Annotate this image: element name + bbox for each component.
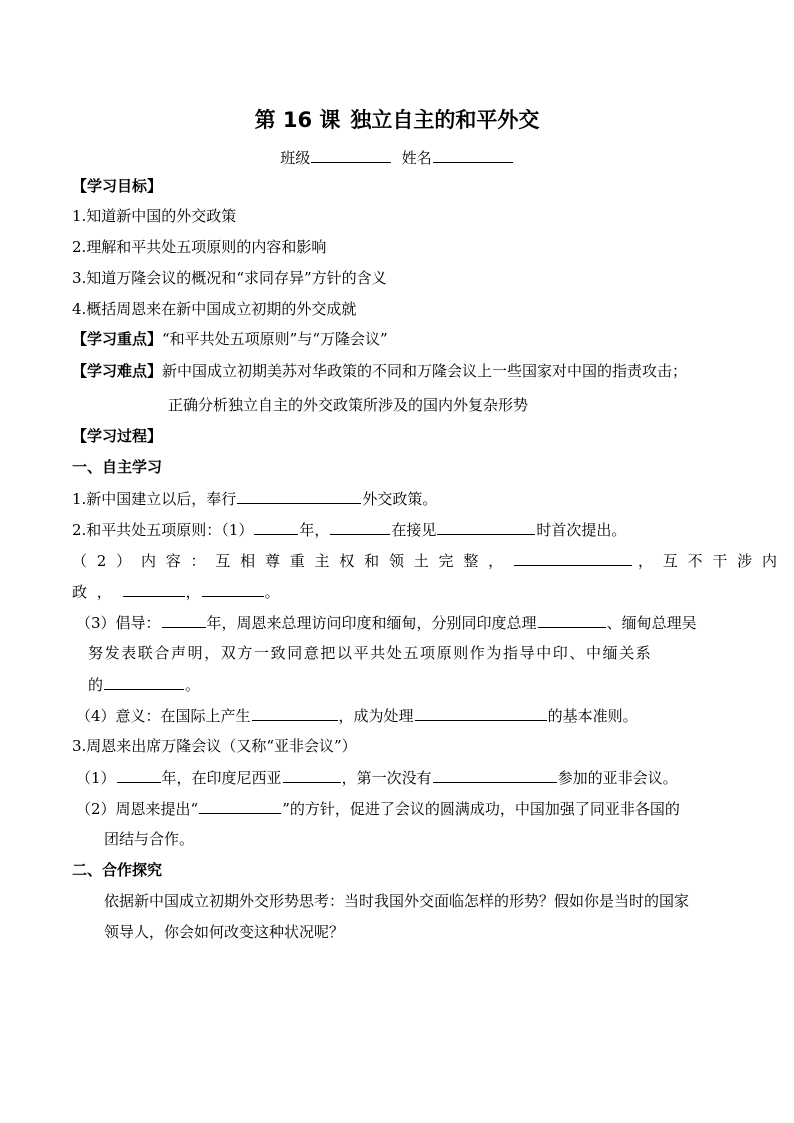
answer-blank[interactable] [199, 797, 281, 814]
question-1 [72, 487, 437, 510]
page-title [0, 104, 794, 134]
section2-heading: 二、合作探究 [72, 861, 163, 879]
question-text: 1.新中国建立以后，奉行 [72, 490, 237, 508]
question-text: 政， [72, 583, 122, 601]
answer-blank[interactable] [252, 704, 338, 721]
question-text: ，互不干涉内 [637, 552, 787, 570]
lesson-number: 第 16 课 [254, 108, 341, 132]
question-3-2 [76, 797, 680, 820]
difficulties-text-cont: 正确分析独立自主的外交政策所涉及的国内外复杂形势 [168, 396, 529, 414]
answer-blank[interactable] [254, 518, 298, 535]
question-2-3 [76, 611, 697, 634]
class-field[interactable] [311, 146, 391, 163]
question-2-2-cont [72, 580, 280, 603]
name-field[interactable] [433, 146, 513, 163]
answer-blank[interactable] [202, 580, 264, 597]
objective-item: 3.知道万隆会议的概况和“求同存异”方针的含义 [72, 269, 387, 287]
question-text: （3）倡导： [76, 614, 161, 632]
question-text: 外交政策。 [362, 490, 438, 508]
question-text: 时首次提出。 [536, 521, 627, 539]
objective-item: 4.概括周恩来在新中国成立初期的外交成就 [72, 300, 357, 318]
answer-blank[interactable] [415, 704, 547, 721]
section2-text-cont: 领导人，你会如何改变这种状况呢？ [104, 923, 345, 941]
objectives-heading: 【学习目标】 [72, 177, 163, 195]
question-text: 年， [299, 521, 330, 539]
key-points-label: 【学习重点】 [72, 330, 163, 348]
question-text: （2）周恩来提出“ [76, 800, 199, 818]
section1-heading: 一、自主学习 [72, 458, 163, 476]
question-text: （4）意义：在国际上产生 [76, 707, 251, 725]
question-text: 、缅甸总理吴 [606, 614, 697, 632]
difficulties-text: 新中国成立初期美苏对华政策的不同和万隆会议上一些国家对中国的指责攻击； [162, 362, 688, 380]
question-2-3-cont2 [88, 673, 200, 696]
question-2-3-cont: 努发表联合声明，双方一致同意把以平共处五项原则作为指导中印、中缅关系 [88, 644, 653, 662]
section2-text: 依据新中国成立初期外交形势思考：当时我国外交面临怎样的形势？假如你是当时的国家 [104, 892, 690, 910]
key-points-text: “和平共处五项原则”与“万隆会议” [162, 330, 388, 348]
student-info [0, 146, 794, 168]
question-text: ， [185, 583, 201, 601]
process-heading: 【学习过程】 [72, 427, 163, 445]
answer-blank[interactable] [237, 487, 361, 504]
question-text: 。 [185, 676, 201, 694]
question-text: 2.和平共处五项原则：（1） [72, 521, 254, 539]
difficulties [72, 360, 687, 382]
question-2-1 [72, 518, 626, 541]
class-label: 班级 [280, 149, 311, 167]
answer-blank[interactable] [104, 673, 184, 690]
question-text: 在接见 [391, 521, 437, 539]
key-points [72, 328, 388, 350]
answer-blank[interactable] [514, 549, 632, 566]
question-3-2-cont: 团结与合作。 [104, 830, 195, 848]
question-text: （1） [76, 769, 116, 787]
objective-item: 2.理解和平共处五项原则的内容和影响 [72, 238, 327, 256]
name-label: 姓名 [401, 149, 432, 167]
lesson-title: 独立自主的和平外交 [350, 108, 540, 132]
answer-blank[interactable] [330, 518, 390, 535]
answer-blank[interactable] [538, 611, 606, 628]
question-text: 的 [88, 676, 104, 694]
question-text: 年，在印度尼西亚 [161, 769, 282, 787]
question-2-4 [76, 704, 638, 727]
answer-blank[interactable] [437, 518, 535, 535]
question-text: 年，周恩来总理访问印度和缅甸，分别同印度总理 [206, 614, 537, 632]
question-text: （2）内容：互相尊重主权和领土完整， [72, 552, 513, 570]
answer-blank[interactable] [433, 766, 557, 783]
question-text: 。 [264, 583, 280, 601]
answer-blank[interactable] [162, 611, 206, 628]
question-text: ”的方针，促进了会议的圆满成功，中国加强了同亚非各国的 [282, 800, 680, 818]
question-text: ，成为处理 [338, 707, 414, 725]
question-3-1 [76, 766, 678, 789]
objective-item: 1.知道新中国的外交政策 [72, 207, 237, 225]
question-3-heading: 3.周恩来出席万隆会议（又称“亚非会议”） [72, 737, 357, 755]
question-text: 参加的亚非会议。 [557, 769, 678, 787]
answer-blank[interactable] [123, 580, 185, 597]
question-2-2 [72, 549, 787, 572]
answer-blank[interactable] [117, 766, 161, 783]
question-text: 的基本准则。 [547, 707, 638, 725]
question-text: ，第一次没有 [341, 769, 432, 787]
difficulties-label: 【学习难点】 [72, 362, 163, 380]
answer-blank[interactable] [283, 766, 341, 783]
